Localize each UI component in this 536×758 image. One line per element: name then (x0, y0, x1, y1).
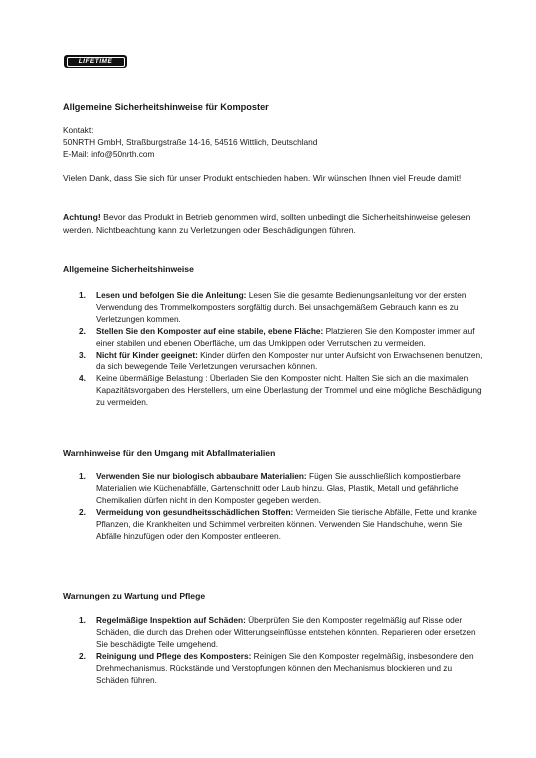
list-general (63, 290, 483, 409)
list-item (63, 290, 483, 326)
item-text: Platzieren Sie den Komposter immer auf einer stabilen und ebenen Oberfläche, um das Umkippen oder Verrutschen zu vermeiden. (96, 325, 475, 348)
item-heading: Reinigung und Pflege des Komposters: (96, 650, 252, 661)
item-text: Vermeiden Sie tierische Abfälle, Fette und kranke Pflanzen, die Krankheiten und Schimmel verbreiten können. Verwenden Sie Handschuhe, wenn Sie Abfälle hinzufügen oder den Komposter entleeren. (96, 506, 477, 541)
list-number: 4. (79, 373, 86, 384)
item-text: Lesen Sie die gesamte Bedienungsanleitung vor der ersten Verwendung des Trommelkomposters sorgfältig durch. Bei unsachgemäßem Gebrauch kann es zu Verletzungen kommen. (96, 290, 467, 324)
list-item (63, 350, 483, 374)
item-heading: Regelmäßige Inspektion auf Schäden: (96, 615, 246, 625)
section-title-waste: Warnhinweise für den Umgang mit Abfallmaterialien (63, 448, 276, 458)
item-text: Reinigen Sie den Komposter regelmäßig, insbesondere den Drehmechanismus. Rückstände und Verstopfungen können den Mechanismus blockieren und zu Schäden führen. (96, 650, 474, 685)
list-item (63, 471, 483, 507)
list-item (63, 651, 483, 687)
lifetime-logo (64, 55, 127, 68)
list-item (63, 507, 483, 543)
contact-label: Kontakt: (63, 125, 94, 135)
item-heading: Stellen Sie den Komposter auf eine stabile, ebene Fläche: (96, 325, 324, 336)
warning-paragraph (63, 211, 483, 236)
contact-company: 50NRTH GmbH, Straßburgstraße 14-16, 54516 Wittlich, Deutschland (63, 137, 318, 147)
list-number: 3. (79, 349, 86, 360)
list-number: 1. (79, 615, 86, 625)
warning-text: Bevor das Produkt in Betrieb genommen wird, sollten unbedingt die Sicherheitshinweise gelesen werden. Nichtbeachtung kann zu Verletzungen oder Beschädigungen führen. (63, 212, 471, 235)
list-maintenance (63, 615, 483, 686)
list-item (63, 615, 483, 651)
list-number: 2. (79, 650, 86, 661)
list-number: 2. (79, 506, 86, 517)
item-text: Kinder dürfen den Komposter nur unter Aufsicht von Erwachsenen benutzen, da sich bewegende Teile Verletzungen verursachen können. (96, 349, 483, 372)
item-text: Keine übermäßige Belastung : Überladen Sie den Komposter nicht. Halten Sie sich an die maximalen Kapazitätsvorgaben des Herstellers, um eine Überlastung der Trommel und eine mögliche Beschädigung zu vermeiden. (96, 373, 482, 408)
logo-text: LIFETIME (67, 57, 125, 67)
item-text: Fügen Sie ausschließlich kompostierbare Materialien wie Küchenabfälle, Gartenschnitt oder Laub hinzu. Glas, Plastik, Metall und gefährliche Chemikalien dürfen nicht in den Komposter gegeben werden. (96, 471, 461, 505)
warning-label: Achtung! (63, 212, 101, 222)
contact-email: E-Mail: info@50nrth.com (63, 149, 155, 159)
item-heading: Nicht für Kinder geeignet: (96, 349, 198, 360)
list-item (63, 326, 483, 350)
list-number: 2. (79, 325, 86, 336)
section-title-maintenance: Warnungen zu Wartung und Pflege (63, 591, 206, 601)
list-waste (63, 471, 483, 542)
list-item (63, 373, 483, 409)
item-heading: Verwenden Sie nur biologisch abbaubare Materialien: (96, 471, 307, 481)
item-text: Überprüfen Sie den Komposter regelmäßig auf Risse oder Schäden, die durch das Drehen oder Witterungseinflüsse entstehen könnten. Reparieren oder ersetzen Sie beschädigte Teile umgehend. (96, 615, 476, 649)
document-title: Allgemeine Sicherheitshinweise für Komposter (63, 102, 269, 112)
list-number: 1. (79, 471, 86, 481)
item-heading: Lesen und befolgen Sie die Anleitung: (96, 290, 247, 300)
contact-block (63, 124, 317, 160)
list-number: 1. (79, 290, 86, 300)
intro-paragraph: Vielen Dank, dass Sie sich für unser Produkt entschieden haben. Wir wünschen Ihnen viel Freude damit! (63, 173, 462, 183)
item-heading: Vermeidung von gesundheitsschädlichen Stoffen: (96, 506, 294, 517)
section-title-general: Allgemeine Sicherheitshinweise (63, 264, 194, 274)
